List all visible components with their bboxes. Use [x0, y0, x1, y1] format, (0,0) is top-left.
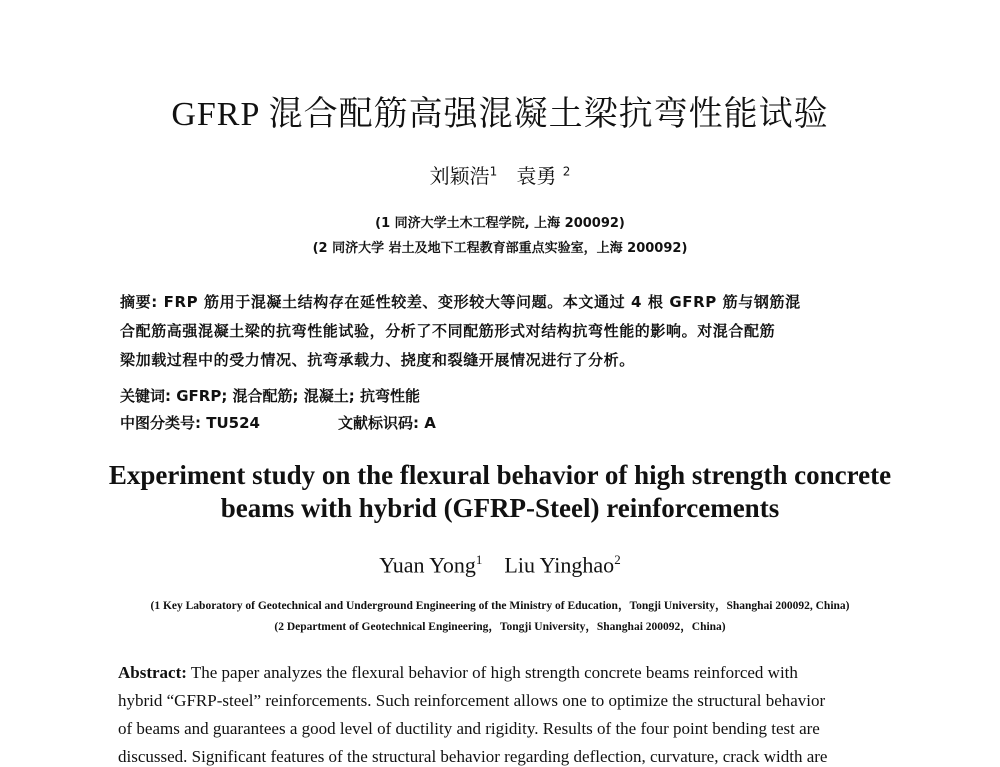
chinese-title: GFRP 混合配筋高强混凝土梁抗弯性能试验 [171, 96, 829, 133]
chinese-document-code: 文献标识码: A [338, 414, 436, 432]
english-abstract-text: The paper analyzes the flexural behavior of high strength concrete beams reinforced with [186, 663, 798, 682]
chinese-author-2-affiliation-mark: 2 [562, 164, 571, 179]
english-title-line-2: beams with hybrid (GFRP-Steel) reinforcements [220, 493, 780, 523]
chinese-author-1-affiliation-mark: 1 [489, 164, 498, 179]
chinese-affiliation-1: (1 同济大学土木工程学院, 上海 200092) [375, 216, 625, 231]
chinese-author-1: 刘颖浩 [429, 164, 490, 188]
chinese-authors [0, 160, 1000, 189]
chinese-abstract-line: 摘要: FRP 筋用于混凝土结构存在延性较差、变形较大等问题。本文通过 4 根 GFRP 筋与钢筋混 [120, 293, 801, 311]
english-author-1: Yuan Yong [379, 552, 476, 578]
english-author-2: Liu Yinghao [504, 552, 615, 578]
chinese-author-2: 袁勇 [516, 164, 557, 188]
chinese-affiliation-2: (2 同济大学 岩土及地下工程教育部重点实验室，上海 200092) [312, 241, 688, 256]
english-authors [0, 552, 1000, 578]
english-abstract-line: discussed. Significant features of the structural behavior regarding deflection, curvature, crack width are [118, 747, 828, 766]
english-affiliation-1: (1 Key Laboratory of Geotechnical and Underground Engineering of the Ministry of Education，Tongji University，Shanghai 200092, China) [150, 600, 850, 612]
chinese-keywords: 关键词: GFRP; 混合配筋; 混凝土; 抗弯性能 [120, 387, 420, 405]
english-abstract-line: hybrid “GFRP-steel” reinforcements. Such reinforcement allows one to optimize the structural behavior [118, 691, 826, 710]
chinese-abstract-line: 梁加载过程中的受力情况、抗弯承载力、挠度和裂缝开展情况进行了分析。 [120, 351, 635, 369]
chinese-classification-row [120, 412, 900, 433]
chinese-abstract-line: 合配筋高强混凝土梁的抗弯性能试验，分析了不同配筋形式对结构抗弯性能的影响。对混合配筋 [120, 322, 776, 340]
english-author-2-affiliation-mark: 2 [614, 552, 621, 567]
chinese-classification-number: 中图分类号: TU524 [120, 414, 260, 432]
english-abstract-label: Abstract: [118, 663, 187, 682]
english-abstract-line [118, 663, 798, 683]
english-affiliation-2: (2 Department of Geotechnical Engineering，Tongji University，Shanghai 200092，China) [274, 621, 726, 633]
english-author-1-affiliation-mark: 1 [475, 552, 483, 567]
english-abstract-line: of beams and guarantees a good level of ductility and rigidity. Results of the four point bending test are [118, 719, 820, 738]
english-title-line-1: Experiment study on the flexural behavior of high strength concrete [108, 460, 892, 490]
